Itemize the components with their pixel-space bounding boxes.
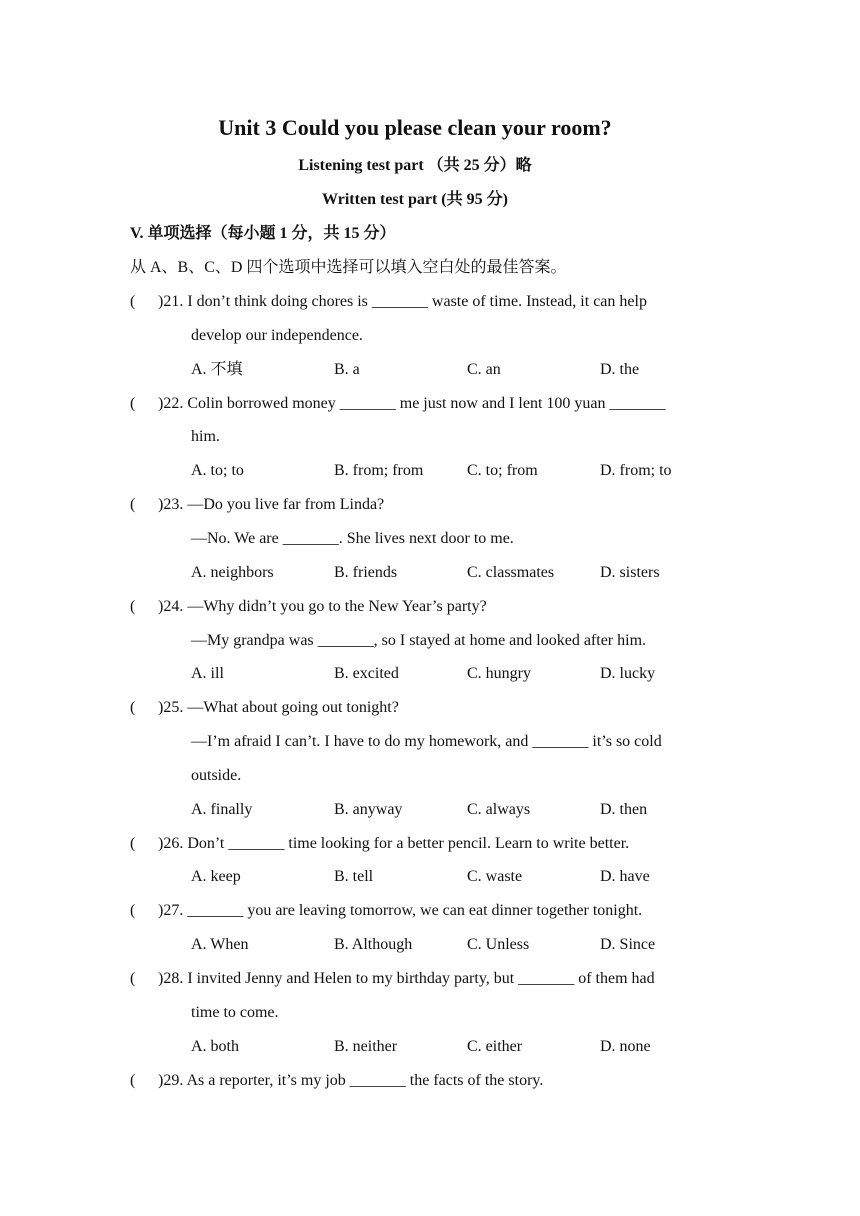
answer-paren: ( [130, 970, 136, 987]
question-text: )28. I invited Jenny and Helen to my birthday party, but _______ of them had [158, 970, 655, 987]
option-c: C. hungry [467, 665, 531, 682]
answer-paren: ( [130, 395, 136, 412]
option-d: D. none [600, 1038, 651, 1055]
answer-paren: ( [130, 496, 136, 513]
option-c: C. classmates [467, 564, 555, 581]
question-continuation: him. [191, 428, 220, 445]
option-a: A. ill [191, 665, 224, 682]
question-continuation: —I’m afraid I can’t. I have to do my homework, and _______ it’s so cold [191, 733, 662, 750]
instructions: 从 A、B、C、D 四个选项中选择可以填入空白处的最佳答案。 [130, 259, 567, 276]
option-a: A. keep [191, 868, 241, 885]
question-text: )21. I don’t think doing chores is _______ waste of time. Instead, it can help [158, 293, 647, 310]
option-c: C. always [467, 801, 531, 818]
option-a: A. 不填 [191, 361, 243, 378]
option-b: B. Although [334, 936, 413, 953]
question-text: )24. —Why didn’t you go to the New Year’s party? [158, 598, 487, 615]
option-b: B. tell [334, 868, 374, 885]
option-a: A. finally [191, 801, 253, 818]
option-d: D. sisters [600, 564, 660, 581]
option-d: D. from; to [600, 462, 672, 479]
question-continuation: —No. We are _______. She lives next door to me. [191, 530, 514, 547]
option-c: C. waste [467, 868, 523, 885]
answer-paren: ( [130, 598, 136, 615]
option-b: B. friends [334, 564, 398, 581]
option-b: B. a [334, 361, 360, 378]
question-continuation: develop our independence. [191, 327, 363, 344]
question-text: )27. _______ you are leaving tomorrow, we can eat dinner together tonight. [158, 902, 643, 919]
option-a: A. When [191, 936, 249, 953]
answer-paren: ( [130, 699, 136, 716]
option-d: D. lucky [600, 665, 656, 682]
answer-paren: ( [130, 1072, 136, 1089]
listening-part-heading: Listening test part （共 25 分）略 [298, 157, 532, 174]
answer-paren: ( [130, 293, 136, 310]
answer-paren: ( [130, 902, 136, 919]
option-a: A. both [191, 1038, 239, 1055]
option-c: C. either [467, 1038, 523, 1055]
question-continuation: time to come. [191, 1004, 279, 1021]
option-d: D. the [600, 361, 640, 378]
question-text: )26. Don’t _______ time looking for a better pencil. Learn to write better. [158, 835, 630, 852]
question-continuation: —My grandpa was _______, so I stayed at home and looked after him. [191, 632, 647, 649]
option-d: D. Since [600, 936, 656, 953]
option-b: B. excited [334, 665, 399, 682]
option-b: B. from; from [334, 462, 424, 479]
section-heading: V. 单项选择（每小题 1 分，共 15 分） [130, 225, 396, 242]
question-text: )29. As a reporter, it’s my job _______ the facts of the story. [158, 1072, 544, 1089]
question-text: )22. Colin borrowed money _______ me just now and I lent 100 yuan _______ [158, 395, 666, 412]
option-c: C. an [467, 361, 501, 378]
answer-paren: ( [130, 835, 136, 852]
page-title: Unit 3 Could you please clean your room? [218, 115, 612, 140]
written-part-heading: Written test part (共 95 分) [322, 191, 508, 208]
option-a: A. neighbors [191, 564, 274, 581]
option-b: B. neither [334, 1038, 398, 1055]
question-text: )23. —Do you live far from Linda? [158, 496, 385, 513]
question-text: )25. —What about going out tonight? [158, 699, 399, 716]
option-b: B. anyway [334, 801, 403, 818]
option-d: D. then [600, 801, 648, 818]
option-c: C. to; from [467, 462, 538, 479]
option-a: A. to; to [191, 462, 244, 479]
question-continuation: outside. [191, 767, 242, 784]
option-c: C. Unless [467, 936, 530, 953]
option-d: D. have [600, 868, 650, 885]
